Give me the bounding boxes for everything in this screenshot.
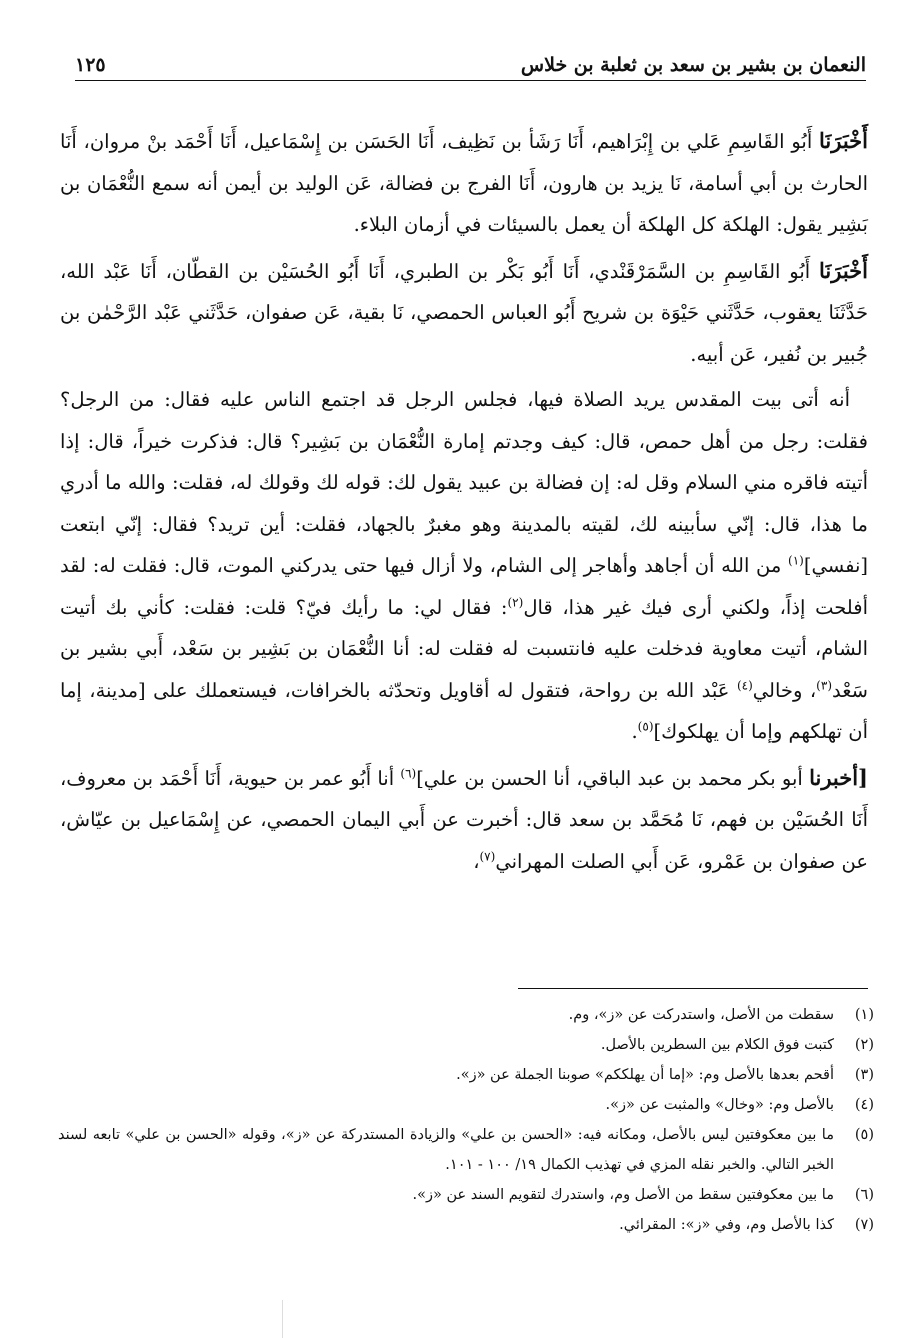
footnote-item	[58, 1210, 874, 1240]
paragraph-text: ، وخالي	[752, 678, 817, 702]
paragraph-2	[60, 250, 868, 376]
footnote-marker[interactable]: (٧)	[479, 849, 496, 863]
isnad-lead-word: [أخبرنا	[809, 764, 868, 790]
footnote-text: ما بين معكوفتين ليس بالأصل، ومكانه فيه: «الحسن بن علي» والزيادة المستدركة عن «ز»، وقوله «الحسن بن علي» تابعه لسند الخبر التالي. والخبر نقله المزي في تهذيب الكمال ١٩/ ١٠٠ - ١٠١.	[58, 1127, 834, 1173]
page-number: ١٢٥	[75, 54, 106, 76]
footnote-number: (٢)	[854, 1037, 874, 1053]
running-title: النعمان بن بشير بن سعد بن ثعلبة بن خلاس	[520, 54, 866, 76]
footnote-text: سقطت من الأصل، واستدركت عن «ز»، وم.	[568, 1007, 834, 1023]
paragraph-text: أَبُو القَاسِمِ عَلي بن إِبْرَاهيم، أَنَا رَشَأ بن نَظِيف، أَنَا الحَسَن بن إِسْمَاعيل، أَنَا أَحْمَد بنْ مروان، أَنَا الحارث بن أبي أسامة، نَا يزيد بن هارون، أَنَا الفرج بن فضالة، عَن الوليد بن أيمن أنه سمع النُّعْمَان بن بَشِير يقول: الهلكة كل الهلكة أن يعمل بالسيئات في أزمان البلاء.	[60, 130, 868, 236]
isnad-lead-word: أَخْبَرَنَا	[819, 128, 868, 153]
footnote-text: ما بين معكوفتين سقط من الأصل وم، واستدرك لتقويم السند عن «ز».	[412, 1187, 834, 1203]
footnote-number: (٧)	[854, 1217, 874, 1233]
footnote-item	[58, 1120, 874, 1180]
footnote-separator	[518, 988, 868, 989]
footnote-text: بالأصل وم: «وخال» والمثبت عن «ز».	[605, 1097, 834, 1113]
footnote-number: (٣)	[854, 1067, 874, 1083]
footnotes	[58, 1000, 874, 1240]
paragraph-text: .	[631, 720, 638, 743]
footnote-marker[interactable]: (١)	[788, 553, 804, 568]
footnote-item	[58, 1060, 874, 1090]
paragraph-1	[60, 120, 868, 246]
paragraph-text: أَبُو القَاسِمِ بن السَّمَرْقَنْدي، أَنَا أَبُو بَكْر بن الطبري، أَنَا أَبُو الحُسَيْن بن القطّان، أَنَا عَبْد الله، حَدَّثَنَا يعقوب، حَدَّثَني حَيْوَة بن شريح أَبُو العباس الحمصي، نَا بقية، عَن صفوان، حَدَّثَني عَبْد الرَّحْمٰن بن جُبير بن نُفير، عَن أبيه.	[60, 259, 868, 366]
footnote-marker[interactable]: (٢)	[507, 595, 524, 609]
footnote-item	[58, 1090, 874, 1120]
paragraph-4	[60, 757, 868, 883]
paragraph-3	[60, 379, 868, 753]
scan-artifact-line	[282, 1300, 283, 1338]
paragraph-text: أبو بكر محمد بن عبد الباقي، أنا الحسن بن علي]	[416, 766, 810, 790]
paragraph-text: : فقال لي: ما رأيك فيّ؟ قلت: فقلت: كأني بك أتيت الشام، أتيت معاوية فدخلت عليه فانتسبت له فقلت له: أنا النُّعْمَان بن بَشِير بن سَعْد، أَبي بشير بن سَعْد	[60, 595, 868, 702]
paragraph-text: من الله أن أجاهد وأهاجر إلى الشام، ولا أزال فيها حتى يدركني الموت، قال: فقلت له: لقد أفلحت إذاً، ولكني أرى فيك غير هذا، قال	[60, 554, 868, 619]
footnote-number: (١)	[854, 1007, 874, 1023]
paragraph-text: أنا أَبُو عمر بن حيوية، أَنَا أَحْمَد بن معروف، أَنَا الحُسَيْن بن فهم، نَا مُحَمَّد بن سعد قال: أخبرت عن أَبي اليمان الحمصي، عن إِسْمَاعيل بن عيّاش، عن صفوان بن عَمْرو، عَن أَبي الصلت المهراني	[60, 766, 868, 873]
footnote-marker[interactable]: (٦)	[400, 766, 417, 780]
running-header	[75, 50, 866, 81]
footnote-text: كتبت فوق الكلام بين السطرين بالأصل.	[600, 1037, 834, 1053]
footnote-number: (٥)	[854, 1127, 874, 1143]
footnote-marker[interactable]: (٤)	[736, 678, 753, 692]
footnote-text: كذا بالأصل وم، وفي «ز»: المقرائي.	[619, 1217, 834, 1233]
footnote-item	[58, 1000, 874, 1030]
isnad-lead-word: أَخْبَرَنَا	[819, 257, 868, 283]
footnote-item	[58, 1030, 874, 1060]
footnote-marker[interactable]: (٣)	[816, 678, 832, 692]
paragraph-text: ،	[473, 849, 480, 873]
main-text	[60, 120, 868, 882]
paragraph-text: عَبْد الله بن رواحة، فتقول له أقاويل وتحدّثه بالخرافات، فيستعملك على [مدينة، إما أن تهلكهم وإما أن يهلكوك]	[60, 678, 868, 743]
footnote-item	[58, 1180, 874, 1210]
paragraph-text: أنه أتى بيت المقدس يريد الصلاة فيها، فجلس الرجل قد اجتمع الناس عليه فقال: من الرجل؟ فقلت: رجل من أهل حمص، قال: كيف وجدتم إمارة النُّعْمَان بن بَشِير؟ قال: فذكرت خيراً، قال: إذا أتيته فاقره مني السلام وقل له: إن فضالة بن عبيد يقول لك: قوله لك وقولك له، فقلت: والله ما أدري ما هذا، قال: إنّي سأبينه لك، لقيته بالمدينة وهو مغبرٌ بالجهاد، فقلت: أين تريد؟ فقال: إنّي ابتعت [نفسي]	[60, 388, 868, 577]
footnote-text: أقحم بعدها بالأصل وم: «إما أن يهلككم» صوبنا الجملة عن «ز».	[456, 1067, 834, 1083]
footnote-number: (٦)	[854, 1187, 874, 1203]
footnote-number: (٤)	[854, 1097, 874, 1113]
footnote-marker[interactable]: (٥)	[637, 719, 654, 734]
